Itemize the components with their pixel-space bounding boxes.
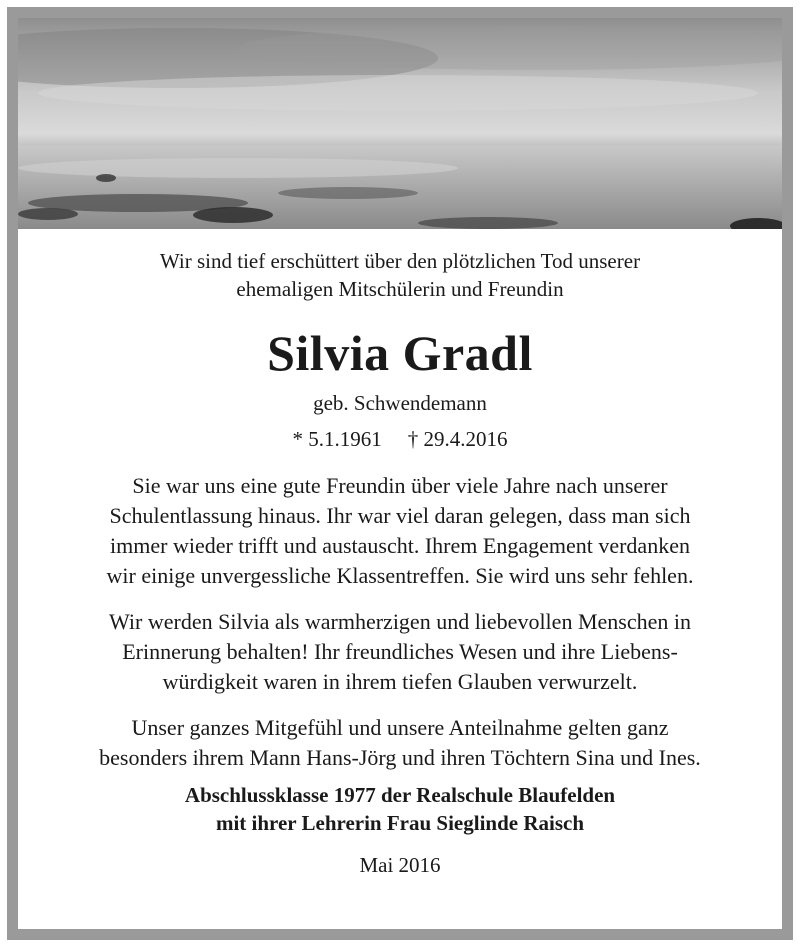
paragraph-line: Unser ganzes Mitgefühl und unsere Anteilnahme gelten ganz	[131, 715, 669, 740]
paragraph-line: Erinnerung behalten! Ihr freundliches Wesen und ihre Liebens-	[122, 639, 678, 664]
signature-line-2: mit ihrer Lehrerin Frau Sieglinde Raisch	[215, 811, 585, 835]
seascape-image	[18, 18, 782, 229]
tribute-paragraph-1	[18, 471, 782, 591]
paragraph-line: besonders ihrem Mann Hans-Jörg und ihren Töchtern Sina und Ines.	[99, 745, 701, 770]
life-dates	[18, 425, 782, 453]
publication-date: Mai 2016	[359, 853, 441, 877]
maiden-name: geb. Schwendemann	[313, 391, 487, 415]
intro-line-2: ehemaligen Mitschülerin und Freundin	[236, 277, 564, 301]
birth-date: * 5.1.1961	[292, 427, 382, 451]
signature-line-1: Abschlussklasse 1977 der Realschule Blaufelden	[184, 783, 616, 807]
paragraph-line: immer wieder trifft und austauscht. Ihrem Engagement verdanken	[110, 533, 690, 558]
paragraph-line: Sie war uns eine gute Freundin über viele Jahre nach unserer	[132, 473, 668, 498]
obituary-notice	[18, 18, 782, 929]
notice-border-frame	[7, 7, 793, 940]
signature-block	[18, 781, 782, 837]
seascape-photo	[18, 18, 782, 229]
tribute-paragraph-2	[18, 607, 782, 697]
paragraph-line: Schulentlassung hinaus. Ihr war viel daran gelegen, dass man sich	[109, 503, 691, 528]
deceased-name: Silvia Gradl	[267, 325, 533, 381]
condolence-paragraph	[18, 713, 782, 773]
notice-text-block	[18, 229, 782, 879]
paragraph-line: wir einige unvergessliche Klassentreffen. Sie wird uns sehr fehlen.	[106, 563, 694, 588]
paragraph-line: Wir werden Silvia als warmherzigen und liebevollen Menschen in	[109, 609, 691, 634]
death-date: † 29.4.2016	[407, 427, 508, 451]
paragraph-line: würdigkeit waren in ihrem tiefen Glauben verwurzelt.	[162, 669, 638, 694]
intro-text	[18, 247, 782, 303]
intro-line-1: Wir sind tief erschüttert über den plötzlichen Tod unserer	[159, 249, 641, 273]
